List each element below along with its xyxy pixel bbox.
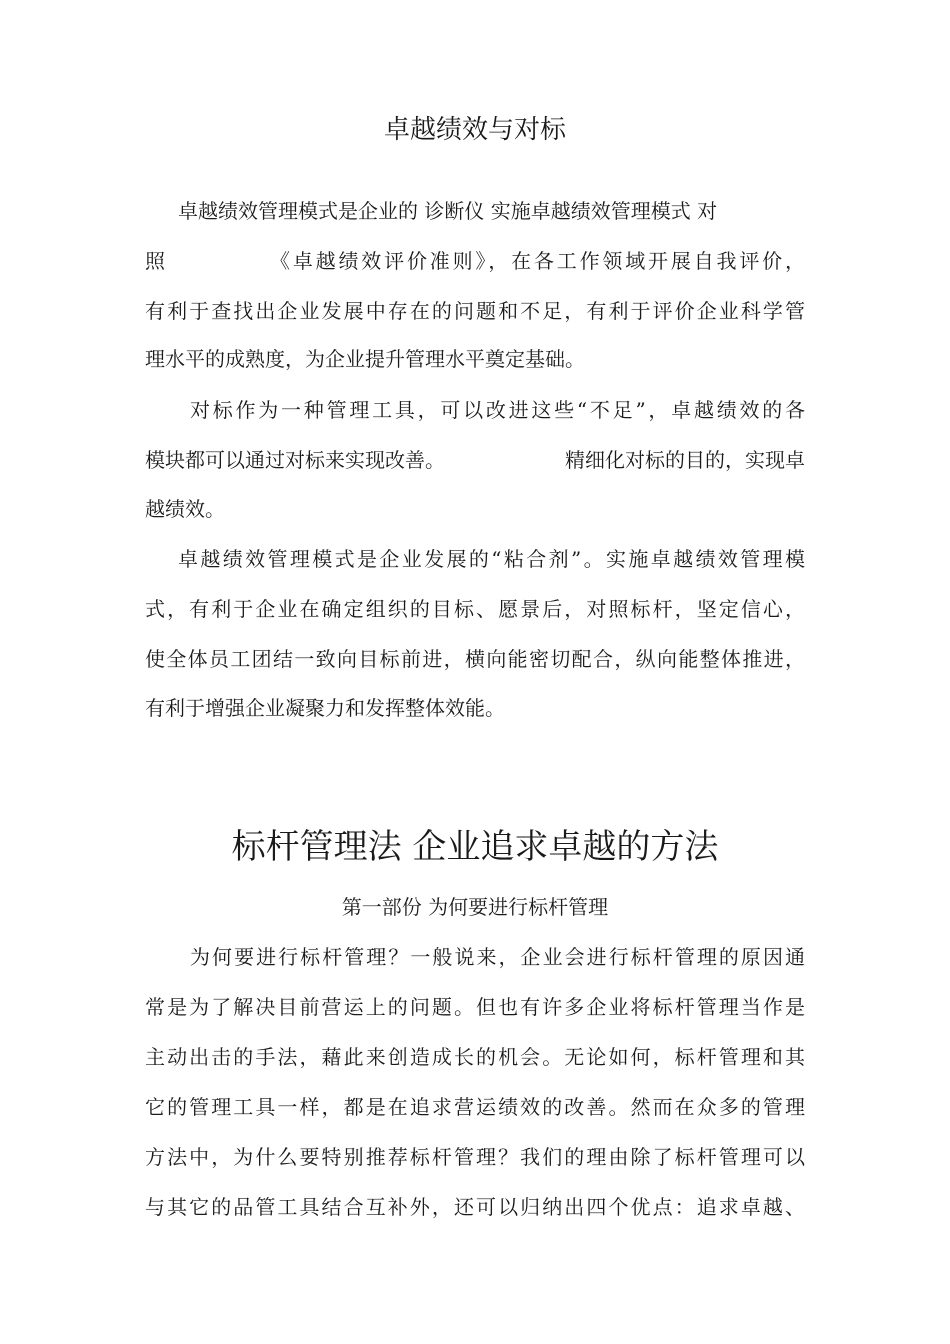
paragraph-line: 有利于增强企业凝聚力和发挥整体效能。 [145,696,505,720]
paragraph-line: 与其它的品管工具结合互补外，还可以归纳出四个优点：追求卓越、 [145,1195,805,1219]
paragraph-line: 主动出击的手法，藉此来创造成长的机会。无论如何，标杆管理和其 [145,1045,805,1069]
paragraph-line: 方法中，为什么要特别推荐标杆管理？我们的理由除了标杆管理可以 [145,1145,805,1169]
paragraph-line: 《卓越绩效评价准则》，在各工作领域开展自我评价， [270,249,805,273]
paragraph-line: 越绩效。 [145,497,225,521]
paragraph-line: 它的管理工具一样，都是在追求营运绩效的改善。然而在众多的管理 [145,1095,805,1119]
section-title-1: 卓越绩效与对标 [383,115,566,145]
paragraph-line: 常是为了解决目前营运上的问题。但也有许多企业将标杆管理当作是 [145,995,805,1019]
paragraph-line: 为何要进行标杆管理？一般说来，企业会进行标杆管理的原因通 [190,945,805,969]
section-subtitle: 第一部份 为何要进行标杆管理 [341,895,609,919]
section-title-2: 标杆管理法 企业追求卓越的方法 [231,827,719,867]
paragraph-line: 式，有利于企业在确定组织的目标、愿景后，对照标杆，坚定信心， [145,597,805,621]
paragraph-line: 有利于查找出企业发展中存在的问题和不足，有利于评价企业科学管 [145,299,805,323]
paragraph-line: 卓越绩效管理模式是企业发展的“粘合剂”。实施卓越绩效管理模 [178,547,805,571]
paragraph-line: 理水平的成熟度，为企业提升管理水平奠定基础。 [145,347,585,371]
paragraph-line: 使全体员工团结一致向目标前进，横向能密切配合，纵向能整体推进， [145,647,805,671]
paragraph-line: 对标作为一种管理工具，可以改进这些“不足”，卓越绩效的各 [190,398,805,422]
paragraph-line: 精细化对标的目的，实现卓 [565,448,805,472]
paragraph-line: 卓越绩效管理模式是企业的 诊断仪 实施卓越绩效管理模式 对 [178,199,718,223]
paragraph-line: 照 [145,249,165,273]
paragraph-line: 模块都可以通过对标来实现改善。 [145,448,445,472]
